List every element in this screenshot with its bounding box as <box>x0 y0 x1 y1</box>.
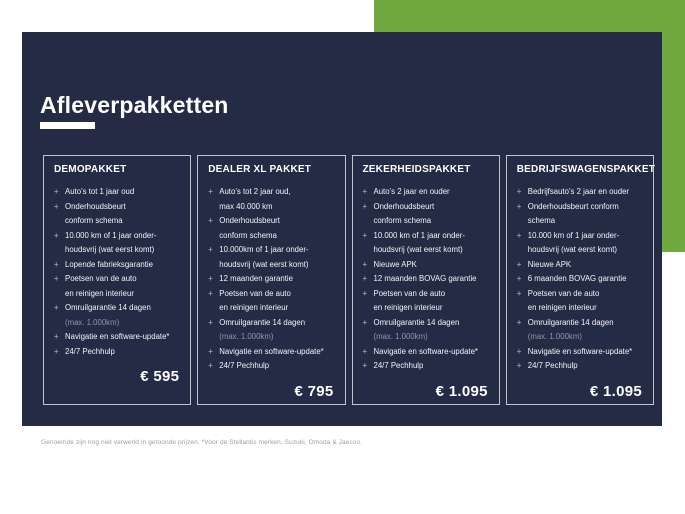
plus-bullet-icon: + <box>208 245 213 254</box>
plus-bullet-icon: + <box>516 346 522 356</box>
feature-text: houdsvrij (wat eerst komt) <box>373 245 463 254</box>
feature-line <box>517 214 643 229</box>
feature-line <box>517 185 643 200</box>
feature-line <box>363 316 489 331</box>
feature-line <box>54 345 180 360</box>
feature-line <box>517 316 643 331</box>
feature-line <box>363 243 489 258</box>
feature-text: 24/7 Pechhulp <box>219 361 270 370</box>
feature-line <box>517 229 643 244</box>
feature-line <box>54 229 180 244</box>
feature-list <box>208 185 334 374</box>
feature-line <box>363 258 489 273</box>
feature-line <box>517 258 643 273</box>
feature-text: 24/7 Pechhulp <box>373 361 424 370</box>
plus-bullet-icon: + <box>362 288 368 298</box>
plus-bullet-icon: + <box>208 274 213 283</box>
feature-line <box>363 272 489 287</box>
feature-text: Navigatie en software-update* <box>219 346 324 356</box>
feature-line <box>54 316 180 331</box>
feature-text: Auto’s tot 2 jaar oud, <box>219 187 291 196</box>
feature-line <box>363 214 489 229</box>
feature-text: conform schema <box>219 230 277 240</box>
package-card-dealer-xl-pakket <box>197 155 345 405</box>
feature-text: 10.000 km of 1 jaar onder- <box>373 230 465 240</box>
feature-line <box>54 287 180 302</box>
plus-bullet-icon: + <box>516 201 522 211</box>
feature-text: Poetsen van de auto <box>65 274 137 283</box>
plus-bullet-icon: + <box>54 201 59 211</box>
feature-text: (max. 1.000km) <box>219 332 274 341</box>
package-title: DEALER XL PAKKET <box>208 164 312 175</box>
footnote: Genoemde zijn nog niet verwerkt in getoonde prijzen. *Voor de Stellantis merken, Suzuki, Omoda & Jaecoo. <box>41 439 363 446</box>
plus-bullet-icon: + <box>208 361 213 370</box>
plus-bullet-icon: + <box>362 259 368 269</box>
feature-line <box>208 345 334 360</box>
feature-line <box>363 301 489 316</box>
feature-text: (max. 1.000km) <box>373 332 428 341</box>
package-title: DEMOPAKKET <box>54 164 127 175</box>
plus-bullet-icon: + <box>516 317 522 327</box>
plus-bullet-icon: + <box>54 230 59 240</box>
feature-text: (max. 1.000km) <box>527 332 582 341</box>
plus-bullet-icon: + <box>362 187 368 196</box>
packages-row <box>43 155 654 405</box>
feature-line <box>363 185 489 200</box>
package-title: BEDRIJFSWAGENSPAKKET <box>516 164 656 175</box>
feature-line <box>517 301 643 316</box>
feature-text: Omruilgarantie 14 dagen <box>527 317 614 327</box>
feature-line <box>54 243 180 258</box>
feature-text: max 40.000 km <box>219 201 273 211</box>
feature-text: schema <box>527 216 556 225</box>
feature-line <box>54 301 180 316</box>
feature-text: Nieuwe APK <box>373 259 417 269</box>
feature-line <box>208 272 334 287</box>
feature-text: en reinigen interieur <box>65 288 134 298</box>
feature-text: Poetsen van de auto <box>373 288 446 298</box>
feature-text: en reinigen interieur <box>219 303 289 312</box>
feature-text: 10.000 km of 1 jaar onder- <box>527 230 620 240</box>
feature-text: Navigatie en software-update* <box>373 346 478 356</box>
feature-list <box>363 185 489 374</box>
plus-bullet-icon: + <box>208 216 213 225</box>
feature-line <box>208 185 334 200</box>
package-title: ZEKERHEIDSPAKKET <box>362 164 471 175</box>
feature-text: Omruilgarantie 14 dagen <box>219 317 306 327</box>
package-card-bedrijfswagenspakket <box>506 155 654 405</box>
feature-text: houdsvrij (wat eerst komt) <box>219 259 309 269</box>
slide-panel <box>22 32 662 426</box>
feature-line <box>517 200 643 215</box>
feature-line <box>208 229 334 244</box>
package-price: € 795 <box>294 382 334 400</box>
plus-bullet-icon: + <box>362 361 368 370</box>
feature-line <box>208 359 334 374</box>
feature-text: Nieuwe APK <box>527 259 572 269</box>
feature-text: Poetsen van de auto <box>527 288 600 298</box>
feature-text: Navigatie en software-update* <box>65 332 170 341</box>
plus-bullet-icon: + <box>516 230 522 240</box>
feature-line <box>208 301 334 316</box>
feature-text: Poetsen van de auto <box>219 288 291 298</box>
plus-bullet-icon: + <box>362 201 368 211</box>
feature-line <box>208 258 334 273</box>
feature-text: houdsvrij (wat eerst komt) <box>527 245 618 254</box>
feature-line <box>54 200 180 215</box>
feature-text: Onderhoudsbeurt <box>373 201 435 211</box>
feature-text: 12 maanden garantie <box>219 274 293 283</box>
feature-line <box>363 200 489 215</box>
plus-bullet-icon: + <box>362 230 368 240</box>
plus-bullet-icon: + <box>516 187 522 196</box>
plus-bullet-icon: + <box>54 187 59 196</box>
feature-line <box>208 243 334 258</box>
plus-bullet-icon: + <box>54 346 59 356</box>
title-underline-bar <box>40 122 95 129</box>
feature-line <box>54 214 180 229</box>
plus-bullet-icon: + <box>516 288 522 298</box>
feature-line <box>208 330 334 345</box>
feature-text: Lopende fabrieksgarantie <box>65 259 153 269</box>
feature-line <box>208 200 334 215</box>
plus-bullet-icon: + <box>516 259 522 269</box>
plus-bullet-icon: + <box>54 259 59 269</box>
plus-bullet-icon: + <box>516 274 522 283</box>
feature-line <box>54 272 180 287</box>
plus-bullet-icon: + <box>54 332 59 341</box>
plus-bullet-icon: + <box>208 317 213 327</box>
feature-text: Onderhoudsbeurt conform <box>527 201 619 211</box>
plus-bullet-icon: + <box>54 274 59 283</box>
feature-line <box>54 330 180 345</box>
feature-line <box>54 185 180 200</box>
feature-line <box>363 345 489 360</box>
package-price: € 1.095 <box>435 382 488 400</box>
feature-line <box>363 229 489 244</box>
feature-text: Onderhoudsbeurt <box>219 216 280 225</box>
feature-text: Bedrijfsauto’s 2 jaar en ouder <box>527 187 630 196</box>
feature-line <box>517 272 643 287</box>
feature-line <box>517 359 643 374</box>
feature-line <box>363 359 489 374</box>
feature-text: Omruilgarantie 14 dagen <box>373 317 460 327</box>
feature-text: houdsvrij (wat eerst komt) <box>65 245 155 254</box>
feature-line <box>54 258 180 273</box>
feature-line <box>363 287 489 302</box>
feature-text: 24/7 Pechhulp <box>65 346 115 356</box>
package-card-zekerheidspakket <box>352 155 500 405</box>
plus-bullet-icon: + <box>362 346 368 356</box>
feature-line <box>208 287 334 302</box>
feature-line <box>363 330 489 345</box>
plus-bullet-icon: + <box>208 346 213 356</box>
feature-text: conform schema <box>373 216 432 225</box>
feature-line <box>517 243 643 258</box>
feature-line <box>517 345 643 360</box>
package-price: € 1.095 <box>589 382 642 400</box>
feature-list <box>517 185 643 374</box>
feature-text: 10.000 km of 1 jaar onder- <box>65 230 157 240</box>
feature-text: Onderhoudsbeurt <box>65 201 126 211</box>
feature-text: en reinigen interieur <box>527 303 597 312</box>
package-card-demopakket <box>43 155 191 405</box>
feature-text: Auto’s tot 1 jaar oud <box>65 187 135 196</box>
feature-text: (max. 1.000km) <box>65 317 120 327</box>
plus-bullet-icon: + <box>362 274 368 283</box>
feature-text: 10.000km of 1 jaar onder- <box>219 245 309 254</box>
feature-text: Omruilgarantie 14 dagen <box>65 303 151 312</box>
plus-bullet-icon: + <box>54 303 59 312</box>
feature-line <box>208 316 334 331</box>
plus-bullet-icon: + <box>362 317 368 327</box>
feature-text: 12 maanden BOVAG garantie <box>373 274 477 283</box>
package-price: € 595 <box>140 368 180 385</box>
feature-text: 24/7 Pechhulp <box>527 361 578 370</box>
feature-text: Navigatie en software-update* <box>527 346 633 356</box>
feature-line <box>208 214 334 229</box>
page-title: Afleverpakketten <box>40 92 229 119</box>
feature-text: Auto’s 2 jaar en ouder <box>373 187 450 196</box>
feature-line <box>517 330 643 345</box>
feature-text: conform schema <box>65 216 123 225</box>
feature-line <box>517 287 643 302</box>
feature-text: 6 maanden BOVAG garantie <box>527 274 627 283</box>
plus-bullet-icon: + <box>208 187 213 196</box>
feature-list <box>54 185 180 359</box>
plus-bullet-icon: + <box>516 361 522 370</box>
plus-bullet-icon: + <box>208 288 213 298</box>
feature-text: en reinigen interieur <box>373 303 443 312</box>
